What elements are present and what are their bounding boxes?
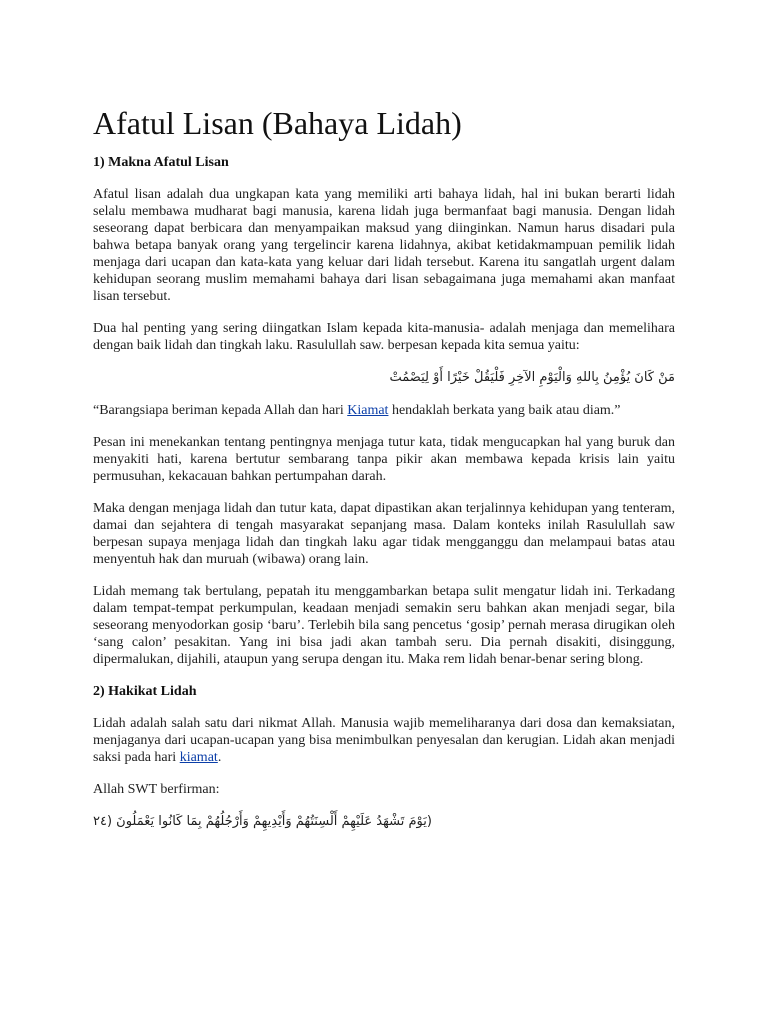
paragraph-text: Lidah adalah salah satu dari nikmat Allah. Manusia wajib memeliharanya dari dosa dan kemaksiatan, menjaganya dari ucapan-ucapan yang bisa menimbulkan penyesalan dan kerugian. Lidah akan menjadi saksi pada hari (93, 716, 675, 765)
paragraph (93, 715, 675, 766)
kiamat-link[interactable]: kiamat (179, 750, 218, 765)
page-title: Afatul Lisan (Bahaya Lidah) (93, 105, 462, 141)
paragraph: Lidah memang tak bertulang, pepatah itu menggambarkan betapa sulit mengatur lidah ini. Terkadang dalam tempat-tempat perkumpulan, keadaan menjadi semakin seru bahkan akan menjadi segar, bila seseorang menyodorkan gosip ‘baru’. Terlebih bila sang pencetus ‘gosip’ pernah merasa dirugikan oleh ‘sang calon’ pesakitan. Yang ini bisa jadi akan tambah seru. Dia pernah disakiti, disinggung, dipermalukan, dijahili, ataupun yang serupa dengan itu. Maka rem lidah benar-benar sering blong. (93, 584, 675, 667)
verse-text: (يَوْمَ تَشْهَدُ عَلَيْهِمْ أَلْسِنَتُهُمْ وَأَيْدِيهِمْ وَأَرْجُلُهُمْ بِمَا كَانُوا يَعْمَلُونَ (٢٤ (93, 814, 432, 829)
section-heading-hakikat: 2) Hakikat Lidah (93, 684, 197, 699)
translation-text: hendaklah berkata yang baik atau diam.” (388, 403, 621, 418)
paragraph: Pesan ini menekankan tentang pentingnya menjaga tutur kata, tidak mengucapkan hal yang buruk dan menyakiti hati, karena bertutur sembarang tanpa pikir akan membawa kepada krisis lain yaitu permusuhan, kekacauan bahkan pertumpahan darah. (93, 435, 675, 484)
translation-text: “Barangsiapa beriman kepada Allah dan hari (93, 403, 348, 418)
paragraph: Allah SWT berfirman: (93, 782, 220, 797)
paragraph-text: . (217, 750, 222, 765)
hadith-translation (93, 402, 675, 419)
paragraph: Maka dengan menjaga lidah dan tutur kata, dapat dipastikan akan terjalinnya kehidupan yang tenteram, damai dan sejahtera di tengah masyarakat sepanjang masa. Dalam konteks inilah Rasulullah saw berpesan supaya menjaga lidah dan tingkah laku agar tidak mengganggu dan melampaui batas atau menyentuh hak dan muruah (wibawa) orang lain. (93, 501, 675, 567)
quran-verse-arabic-text (93, 813, 675, 831)
hadith-arabic-text: مَنْ كَانَ يُؤْمِنُ بِاللهِ وَالْيَوْمِ الآخِرِ فَلْيَقُلْ خَيْرًا أَوْ لِيَصْمُتْ (389, 370, 675, 385)
kiamat-link[interactable]: Kiamat (347, 403, 389, 418)
section-heading-makna: 1) Makna Afatul Lisan (93, 155, 229, 170)
document-page (93, 104, 675, 846)
paragraph: Afatul lisan adalah dua ungkapan kata yang memiliki arti bahaya lidah, hal ini bukan berarti lidah selalu membawa mudharat bagi manusia, karena lidah juga bermanfaat bagi manusia. Dengan lidah seseorang dapat berbicara dan menyampaikan maksud yang diinginkan. Namun harus disadari pula bahwa betapa banyak orang yang tergelincir karena lidahnya, akibat ketidakmampuan pemilik lidah menjaga dari ucapan dan kata-kata yang keluar dari lidah tersebut. Karena itu sangatlah urgent dalam kehidupan seorang muslim memahami bahaya dari lisan sebagaimana juga memahami akan manfaat lisan tersebut. (93, 187, 675, 304)
paragraph: Dua hal penting yang sering diingatkan Islam kepada kita-manusia- adalah menjaga dan memelihara dengan baik lidah dan tingkah laku. Rasulullah saw. berpesan kepada kita semua yaitu: (93, 321, 675, 353)
